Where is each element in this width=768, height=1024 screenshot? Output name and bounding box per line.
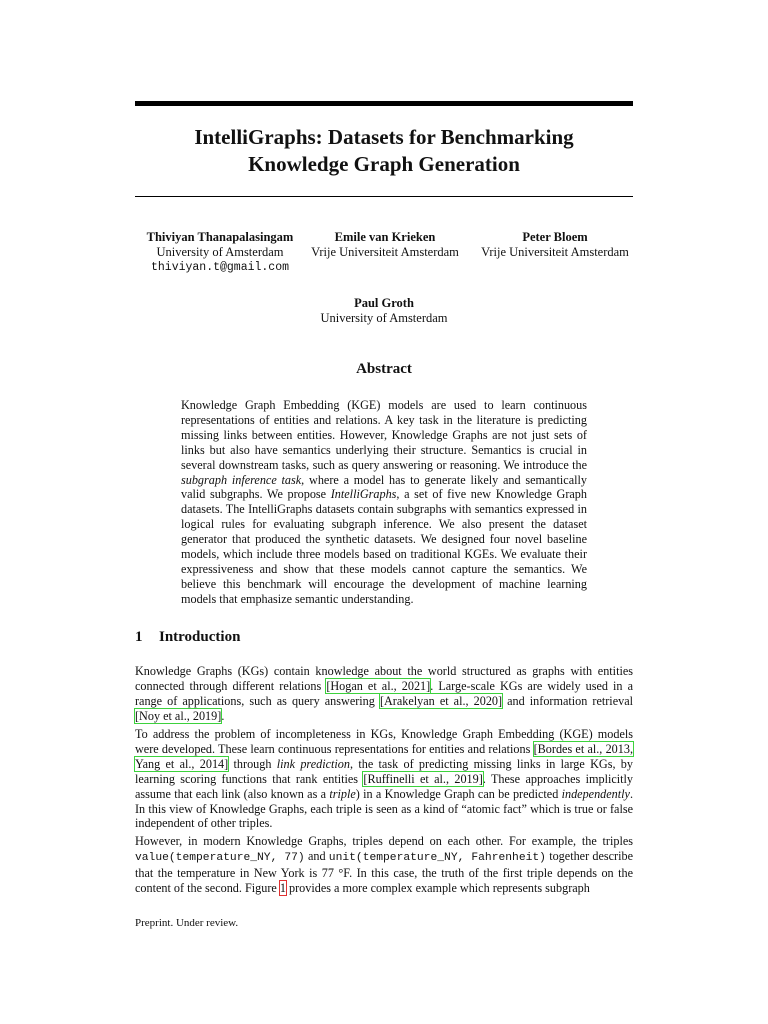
citation-link[interactable]: [Ruffinelli et al., 2019] [363, 771, 483, 786]
paragraph-2: To address the problem of incompleteness in KGs, Knowledge Graph Embedding (KGE) models were developed. These learn continuous representations for entities and relations [Bordes et al., 2013, Yang et al., 2014] through link prediction, the task of predicting missing links in large KGs, by learning scoring functions that rank entities [Ruffinelli et al., 2019]. These approaches implicitly assume that each link (also known as a triple) in a Knowledge Graph can be predicted independently. In this view of Knowledge Graphs, each triple is seen as a kind of “atomic fact” which is true or false independent of other triples. [135, 727, 633, 831]
emphasis: independently [561, 786, 630, 801]
code-snippet: value(temperature_NY, 77) [135, 851, 305, 864]
author-block [135, 230, 633, 280]
author-email[interactable]: thiviyan.t@gmail.com [150, 261, 290, 274]
paragraph-1: Knowledge Graphs (KGs) contain knowledge about the world structured as graphs with entities connected through different relations [Hogan et al., 2021]. Large-scale KGs are widely used in a range of applications, such as query answering [Arakelyan et al., 2020] and information retrieval [Noy et al., 2019]. [135, 664, 633, 723]
emphasis: IntelliGraphs [330, 487, 397, 502]
citation-link[interactable]: [Arakelyan et al., 2020] [379, 693, 503, 708]
paragraph-3: However, in modern Knowledge Graphs, triples depend on each other. For example, the triples value(temperature_NY, 77) and unit(temperature_NY, Fahrenheit) together describe that the temperature in New York is 77 °F. In this case, the truth of the first triple depends on the content of the second. Figure 1 provides a more complex example which represents subgraph [135, 834, 633, 895]
author-affiliation: Vrije Universiteit Amsterdam [481, 245, 629, 259]
section-title: Introduction [159, 629, 241, 645]
citation-link[interactable]: [Hogan et al., 2021] [326, 678, 431, 693]
citation-link[interactable]: [Bordes et al., 2013, Yang et al., 2014] [135, 741, 633, 771]
author-name: Emile van Krieken [334, 230, 436, 244]
author-affiliation: University of Amsterdam [156, 245, 284, 259]
abstract-text: Knowledge Graph Embedding (KGE) models are used to learn continuous representations of entities and relations. A key task in the literature is predicting missing links between entities. However, Knowledge Graphs are not just sets of links but also have semantics underlying their structure. Semantics is crucial in several downstream tasks, such as query answering or reasoning. We introduce the subgraph inference task, where a model has to generate likely and semantically valid subgraphs. We propose IntelliGraphs, a set of five new Knowledge Graph datasets. The IntelliGraphs datasets contain subgraphs with semantics expressed in logical rules for evaluating subgraph inference. We also present the dataset generator that produced the synthetic datasets. We designed four novel baseline models, which include three models based on traditional KGEs. We evaluate their expressiveness and show that these models cannot capture the semantics. We believe this benchmark will encourage the development of machine learning models that emphasize semantic understanding. [181, 398, 587, 606]
top-rule [135, 101, 633, 106]
author-name: Thiviyan Thanapalasingam [146, 230, 294, 244]
abstract-heading: Abstract [356, 361, 412, 377]
title-line-2: Knowledge Graph Generation [248, 152, 520, 176]
title-line-1: IntelliGraphs: Datasets for Benchmarking [194, 125, 574, 149]
emphasis: triple [329, 786, 356, 801]
code-snippet: unit(temperature_NY, Fahrenheit) [328, 851, 546, 864]
figure-reference-link[interactable]: 1 [279, 880, 286, 895]
author-affiliation: University of Amsterdam [320, 311, 448, 325]
footer-note: Preprint. Under review. [135, 917, 239, 929]
paper-title [135, 124, 633, 178]
section-number: 1 [135, 629, 143, 645]
author-3 [465, 230, 645, 260]
author-name: Paul Groth [354, 296, 414, 310]
citation-link[interactable]: [Noy et al., 2019] [135, 708, 222, 723]
author-2 [295, 230, 475, 260]
author-affiliation: Vrije Universiteit Amsterdam [311, 245, 459, 259]
author-1 [135, 230, 305, 275]
title-rule [135, 196, 633, 197]
author-name: Peter Bloem [522, 230, 588, 244]
emphasis: link prediction [276, 756, 350, 771]
section-heading [135, 629, 240, 646]
author-4 [234, 296, 534, 326]
emphasis: subgraph inference task [181, 472, 302, 487]
